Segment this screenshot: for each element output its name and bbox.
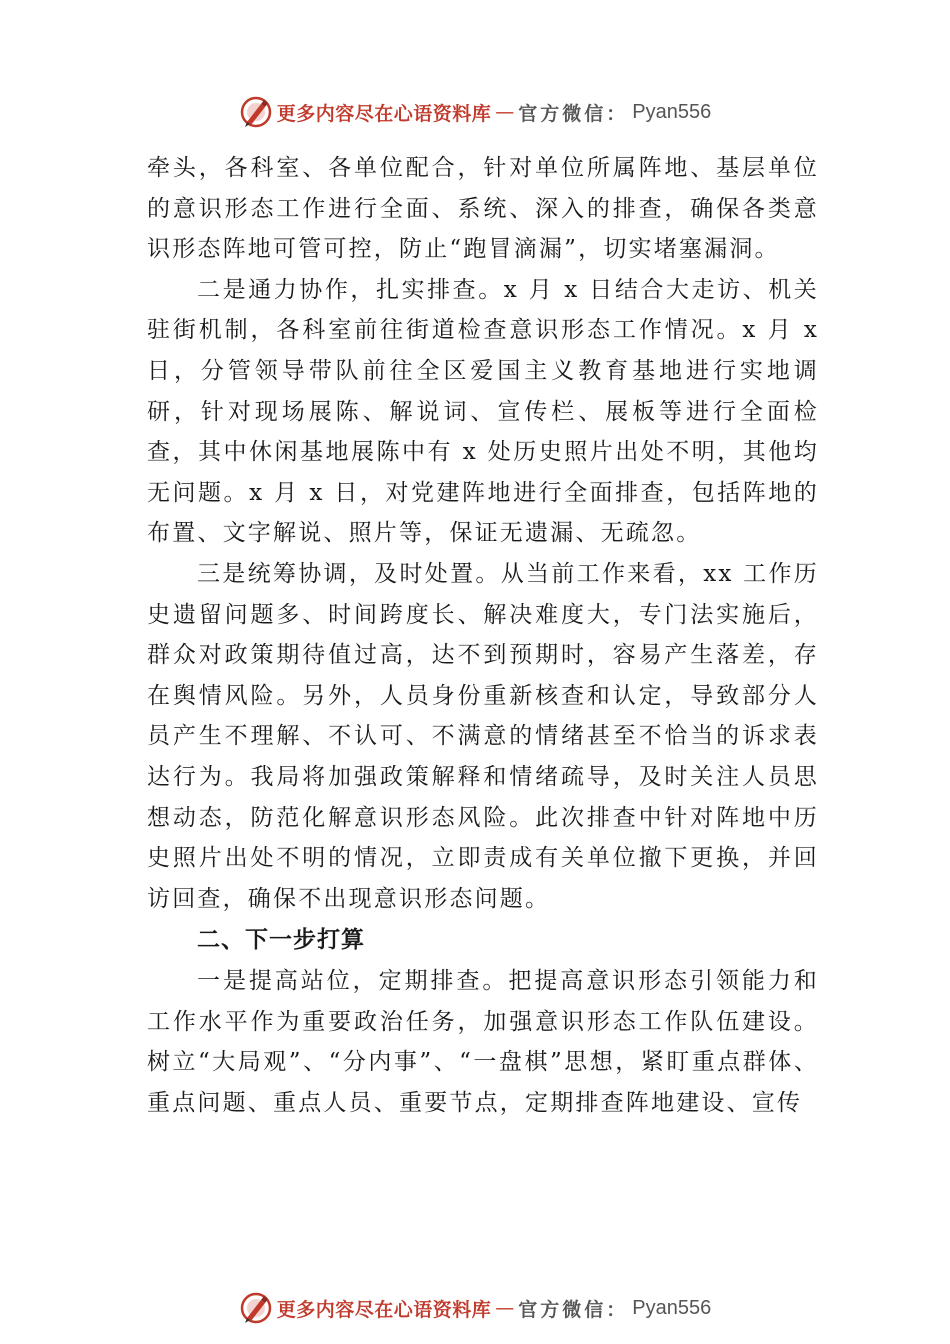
section-heading: 二、下一步打算 [197,927,365,954]
paragraph-next-step-one: 一是提高站位，定期排查。把提高意识形态引领能力和工作水平作为重要政治任务，加强意识形态工作队伍建设。树立“大局观”、“分内事”、“一盘棋”思想，紧盯重点群体、重点问题、重点人员、重要节点，定期排查阵地建设、宣传 [147,968,819,1117]
footer-banner-separator: — [495,1297,515,1319]
pen-logo-icon [239,1291,273,1325]
footer-banner-title: 更多内容尽在心语资料库 [276,1298,492,1321]
document-body [147,148,819,1124]
banner-wechat-id: Pyan556 [632,100,712,123]
paragraph-item-three: 三是统筹协调，及时处置。从当前工作来看，xx 工作历史遗留问题多、时间跨度长、解决难度大，专门法实施后，群众对政策期待值过高，达不到预期时，容易产生落差，存在舆情风险。另外，人员身份重新核查和认定，导致部分人员产生不理解、不认可、不满意的情绪甚至不恰当的诉求表达行为。我局将加强政策解释和情绪疏导，及时关注人员思想动态，防范化解意识形态风险。此次排查中针对阵地中历史照片出处不明的情况，立即责成有关单位撤下更换，并回访回查，确保不出现意识形态问题。 [147,560,819,912]
banner-title: 更多内容尽在心语资料库 [276,102,492,125]
pen-logo-icon [239,95,273,129]
footer-banner-wechat-id: Pyan556 [632,1296,712,1319]
footer-banner-wechat-label: 官方微信： [518,1298,629,1321]
paragraph-continued: 牵头，各科室、各单位配合，针对单位所属阵地、基层单位的意识形态工作进行全面、系统、深入的排查，确保各类意识形态阵地可管可控，防止“跑冒滴漏”，切实堵塞漏洞。 [147,155,819,263]
banner-separator: — [495,101,515,123]
footer-banner [0,1288,950,1328]
header-banner [0,92,950,132]
banner-wechat-label: 官方微信： [518,102,629,125]
paragraph-item-two: 二是通力协作，扎实排查。x 月 x 日结合大走访、机关驻街机制，各科室前往街道检查意识形态工作情况。x 月 x 日，分管领导带队前往全区爱国主义教育基地进行实地调研，针对现场展陈、解说词、宣传栏、展板等进行全面检查，其中休闲基地展陈中有 x 处历史照片出处不明，其他均无问题。x 月 x 日，对党建阵地进行全面排查，包括阵地的布置、文字解说、照片等，保证无遗漏、无疏忽。 [147,276,819,547]
